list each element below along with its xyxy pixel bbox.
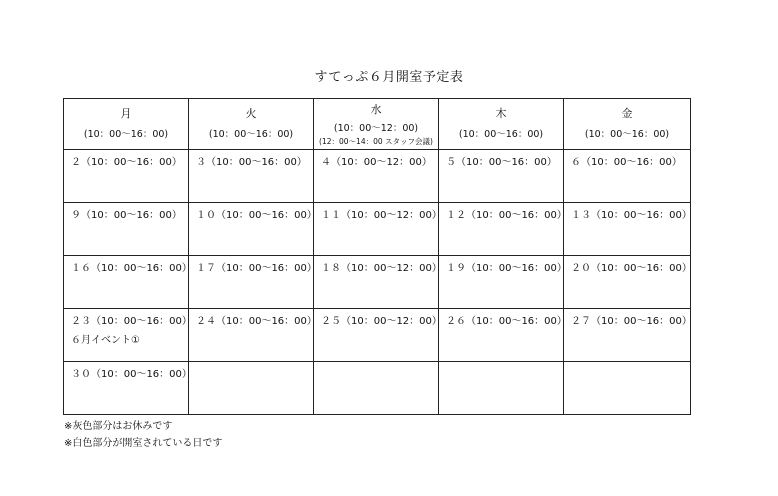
footnote-white: ※白色部分が開室されている日です	[64, 438, 223, 449]
header-thursday	[439, 99, 564, 150]
day-cell	[189, 309, 317, 362]
day-entry: ２４（10：00〜16：00）	[196, 316, 317, 327]
day-cell	[564, 203, 691, 256]
day-cell	[189, 150, 314, 203]
week-row	[64, 150, 691, 203]
week-row	[64, 203, 691, 256]
day-label: 水	[370, 103, 382, 116]
day-entry: １３（10：00〜16：00）	[571, 210, 692, 221]
header-row	[64, 99, 691, 150]
day-cell	[439, 309, 567, 362]
day-cell	[439, 203, 567, 256]
day-cell	[314, 256, 442, 309]
day-entry: １６（10：00〜16：00）	[71, 263, 192, 274]
hours-label: (10：00〜16：00)	[584, 129, 670, 140]
day-entry: １１（10：00〜12：00）	[321, 210, 442, 221]
header-wednesday	[314, 99, 439, 150]
day-label: 木	[495, 107, 507, 120]
day-entry: ４（10：00〜12：00）	[321, 157, 432, 168]
week-row	[64, 362, 691, 415]
staff-meeting-note: (12：00〜14：00 スタッフ会議)	[319, 137, 433, 146]
day-cell	[439, 256, 567, 309]
day-entry: １８（10：00〜12：00）	[321, 263, 442, 274]
day-entry: ６（10：00〜16：00）	[571, 157, 682, 168]
day-cell	[64, 362, 192, 415]
event-label: ６月イベント①	[71, 335, 140, 346]
day-entry: １９（10：00〜16：00）	[446, 263, 567, 274]
empty-cell	[564, 362, 691, 415]
empty-cell	[189, 362, 314, 415]
day-entry: ２６（10：00〜16：00）	[446, 316, 567, 327]
day-entry: ２３（10：00〜16：00）	[71, 316, 192, 327]
header-monday	[64, 99, 189, 150]
footnotes	[64, 418, 222, 452]
day-cell	[64, 150, 189, 203]
day-entry: ３（10：00〜16：00）	[196, 157, 307, 168]
day-entry: ９（10：00〜16：00）	[71, 210, 182, 221]
empty-cell	[439, 362, 564, 415]
schedule-table	[63, 98, 691, 415]
day-cell	[314, 309, 442, 362]
day-entry: ２５（10：00〜12：00）	[321, 316, 442, 327]
hours-label: (10：00〜12：00)	[333, 123, 419, 134]
footnote-gray: ※灰色部分はお休みです	[64, 421, 173, 432]
day-cell	[564, 309, 691, 362]
week-row	[64, 309, 691, 362]
day-cell	[564, 256, 691, 309]
day-entry: １２（10：00〜16：00）	[446, 210, 567, 221]
day-entry	[189, 362, 313, 365]
empty-cell	[314, 362, 439, 415]
day-cell	[314, 203, 442, 256]
day-cell	[439, 150, 564, 203]
day-entry: ２（10：00〜16：00）	[71, 157, 182, 168]
day-cell	[314, 150, 439, 203]
day-label: 月	[120, 107, 132, 120]
day-cell	[189, 203, 317, 256]
hours-label: (10：00〜16：00)	[83, 129, 169, 140]
day-entry: １０（10：00〜16：00）	[196, 210, 317, 221]
day-cell	[189, 256, 317, 309]
hours-label: (10：00〜16：00)	[208, 129, 294, 140]
day-cell	[564, 150, 691, 203]
day-cell	[64, 256, 192, 309]
day-entry: ３０（10：00〜16：00）	[71, 369, 192, 380]
day-label: 金	[621, 107, 633, 120]
day-entry: ５（10：00〜16：00）	[446, 157, 557, 168]
day-entry: １７（10：00〜16：00）	[196, 263, 317, 274]
day-label: 火	[245, 107, 257, 120]
day-entry	[564, 362, 690, 365]
page-title: すてっぷ６月開室予定表	[314, 70, 464, 85]
header-friday	[564, 99, 691, 150]
day-cell	[64, 203, 189, 256]
week-row	[64, 256, 691, 309]
day-entry	[439, 362, 563, 365]
hours-label: (10：00〜16：00)	[458, 129, 544, 140]
day-entry: ２７（10：00〜16：00）	[571, 316, 692, 327]
day-entry: ２０（10：00〜16：00）	[571, 263, 692, 274]
day-cell	[64, 309, 192, 362]
day-entry	[314, 362, 438, 365]
header-tuesday	[189, 99, 314, 150]
